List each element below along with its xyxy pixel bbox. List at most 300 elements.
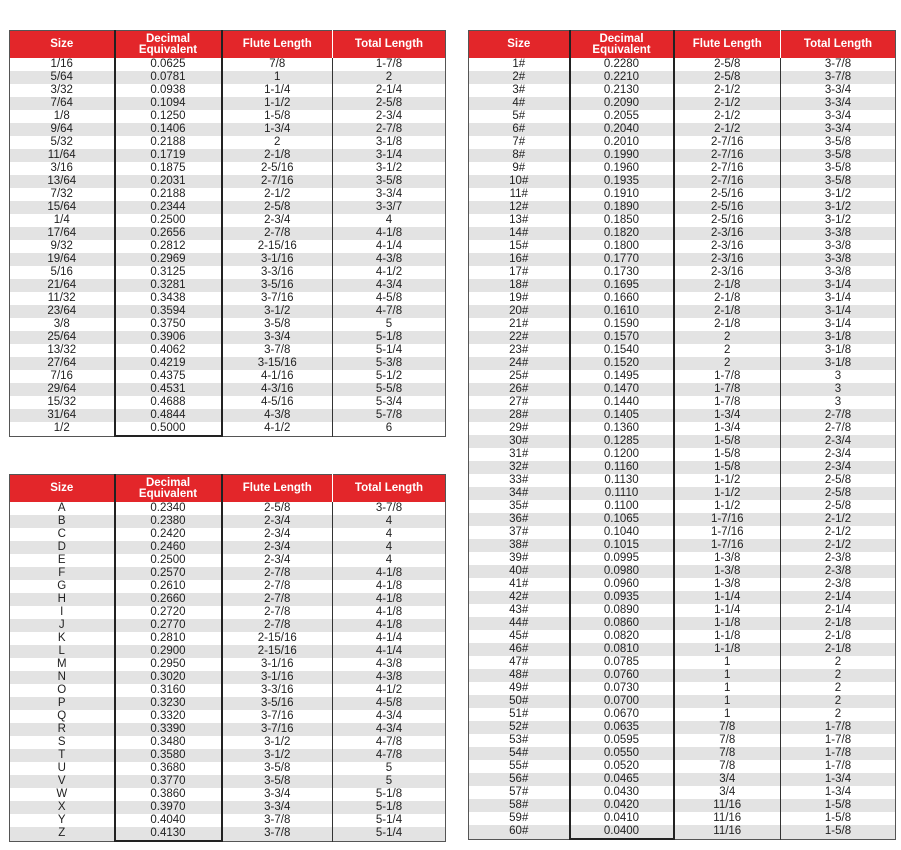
size-cell: 3/32 — [10, 84, 115, 97]
header-decimal-equivalent: Decimal Equivalent — [570, 31, 674, 59]
decimal-cell: 0.0810 — [570, 643, 674, 656]
table-row — [10, 749, 446, 762]
flute-length-cell: 1-1/2 — [222, 97, 333, 110]
flute-length-cell: 1-3/8 — [674, 552, 781, 565]
decimal-cell: 0.1130 — [570, 474, 674, 487]
decimal-cell: 0.2950 — [115, 658, 222, 671]
table-row — [469, 162, 896, 175]
table-row — [469, 305, 896, 318]
table-row — [469, 773, 896, 786]
table-row — [469, 318, 896, 331]
size-cell: 50# — [469, 695, 570, 708]
table-row — [469, 188, 896, 201]
size-cell: 24# — [469, 357, 570, 370]
flute-length-cell: 3/4 — [674, 773, 781, 786]
size-cell: 57# — [469, 786, 570, 799]
total-length-cell: 3-3/4 — [824, 110, 852, 122]
decimal-cell: 0.1960 — [570, 162, 674, 175]
flute-length-cell: 2-1/8 — [674, 305, 781, 318]
flute-length-cell: 7/8 — [674, 760, 781, 773]
flute-length-cell: 2-7/16 — [674, 149, 781, 162]
table-row — [469, 539, 896, 552]
total-length-cell: 3-7/8 — [824, 58, 852, 70]
total-length-cell: 3-3/4 — [781, 97, 896, 110]
decimal-cell: 0.3970 — [115, 801, 222, 814]
total-length-cell: 2-1/8 — [781, 643, 896, 656]
table-row — [469, 84, 896, 97]
size-cell: T — [10, 749, 115, 762]
flute-length-cell: 1 — [674, 682, 781, 695]
flute-length-cell: 4-1/16 — [222, 370, 333, 383]
size-cell: 2# — [469, 71, 570, 84]
decimal-cell: 0.0625 — [115, 58, 222, 71]
total-length-cell: 1-7/8 — [781, 747, 896, 760]
size-cell: 52# — [469, 721, 570, 734]
table-row — [10, 123, 446, 136]
flute-length-cell: 3-1/2 — [222, 736, 333, 749]
size-cell: 59# — [469, 812, 570, 825]
total-length-cell: 2-1/4 — [781, 591, 896, 604]
decimal-cell: 0.2656 — [115, 227, 222, 240]
flute-length-cell: 1-5/8 — [674, 461, 781, 474]
size-cell: 21# — [469, 318, 570, 331]
decimal-cell: 0.1820 — [570, 227, 674, 240]
table-row — [469, 227, 896, 240]
flute-length-cell: 2-7/8 — [222, 606, 333, 619]
flute-length-cell: 1-1/2 — [674, 474, 781, 487]
decimal-cell: 0.3160 — [115, 684, 222, 697]
flute-length-cell: 2-3/16 — [674, 227, 781, 240]
size-cell: 7/32 — [10, 188, 115, 201]
table-row — [10, 71, 446, 84]
flute-length-cell: 3-5/16 — [222, 697, 333, 710]
flute-length-cell: 3-7/8 — [222, 344, 333, 357]
flute-length-cell: 1 — [222, 71, 333, 84]
total-length-cell: 4-1/4 — [375, 632, 403, 644]
table-row — [469, 97, 896, 110]
total-length-cell: 1-7/8 — [824, 760, 852, 772]
flute-length-cell: 1-1/8 — [674, 643, 781, 656]
table-row — [469, 175, 896, 188]
total-length-cell: 4 — [333, 541, 446, 554]
size-cell: 1/8 — [10, 110, 115, 123]
total-length-cell: 2-3/4 — [781, 461, 896, 474]
table-row — [469, 474, 896, 487]
size-cell: 33# — [469, 474, 570, 487]
size-cell: 5/32 — [10, 136, 115, 149]
size-cell: 35# — [469, 500, 570, 513]
table-row — [10, 502, 446, 515]
decimal-cell: 0.1610 — [570, 305, 674, 318]
flute-length-cell: 7/8 — [674, 721, 781, 734]
decimal-cell: 0.1730 — [570, 266, 674, 279]
decimal-cell: 0.2040 — [570, 123, 674, 136]
table-row — [10, 175, 446, 188]
decimal-cell: 0.1850 — [570, 214, 674, 227]
size-cell: 12# — [469, 201, 570, 214]
decimal-cell: 0.0820 — [570, 630, 674, 643]
table-row — [469, 71, 896, 84]
size-cell: 51# — [469, 708, 570, 721]
decimal-cell: 0.0781 — [115, 71, 222, 84]
size-cell: L — [10, 645, 115, 658]
header-total-length: Total Length — [333, 475, 446, 503]
flute-length-cell: 2-1/2 — [674, 84, 781, 97]
table-header-row — [469, 31, 896, 59]
table-row — [469, 721, 896, 734]
size-cell: 20# — [469, 305, 570, 318]
table-row — [10, 710, 446, 723]
decimal-cell: 0.0465 — [570, 773, 674, 786]
decimal-cell: 0.2770 — [115, 619, 222, 632]
flute-length-cell: 2 — [674, 344, 781, 357]
flute-length-cell: 4-1/2 — [222, 422, 333, 436]
size-cell: 13/64 — [10, 175, 115, 188]
total-length-cell: 3 — [834, 396, 842, 408]
decimal-cell: 0.1770 — [570, 253, 674, 266]
decimal-cell: 0.1590 — [570, 318, 674, 331]
size-cell: 45# — [469, 630, 570, 643]
total-length-cell: 2 — [781, 695, 896, 708]
size-cell: 19/64 — [10, 253, 115, 266]
table-row — [10, 331, 446, 344]
flute-length-cell: 1-3/8 — [674, 565, 781, 578]
total-length-cell: 3-7/8 — [375, 502, 403, 514]
table-row — [469, 370, 896, 383]
table-row — [469, 500, 896, 513]
decimal-cell: 0.0550 — [570, 747, 674, 760]
size-cell: 56# — [469, 773, 570, 786]
decimal-cell: 0.0430 — [570, 786, 674, 799]
table-row — [469, 136, 896, 149]
decimal-cell: 0.1660 — [570, 292, 674, 305]
total-length-cell: 2-1/4 — [824, 604, 852, 616]
decimal-cell: 0.2420 — [115, 528, 222, 541]
total-length-cell: 3-7/8 — [781, 71, 896, 84]
decimal-cell: 0.0700 — [570, 695, 674, 708]
size-cell: 1# — [469, 58, 570, 71]
header-total-length: Total Length — [333, 31, 446, 59]
table-row — [469, 110, 896, 123]
size-cell: 15# — [469, 240, 570, 253]
decimal-cell: 0.0520 — [570, 760, 674, 773]
total-length-cell: 3 — [781, 383, 896, 396]
decimal-cell: 0.3390 — [115, 723, 222, 736]
table-row — [10, 136, 446, 149]
flute-length-cell: 3-3/4 — [222, 801, 333, 814]
flute-length-cell: 1 — [674, 656, 781, 669]
decimal-cell: 0.2380 — [115, 515, 222, 528]
table-row — [10, 697, 446, 710]
total-length-cell: 2-1/8 — [824, 630, 852, 642]
size-cell: 58# — [469, 799, 570, 812]
table-row — [10, 149, 446, 162]
size-cell: U — [10, 762, 115, 775]
table-row — [469, 786, 896, 799]
flute-length-cell: 2-5/8 — [674, 58, 781, 71]
flute-length-cell: 3-7/8 — [222, 814, 333, 827]
table-row — [469, 656, 896, 669]
decimal-cell: 0.2210 — [570, 71, 674, 84]
table-row — [10, 736, 446, 749]
table-row — [469, 240, 896, 253]
size-cell: 7/64 — [10, 97, 115, 110]
decimal-cell: 0.1910 — [570, 188, 674, 201]
flute-length-cell: 2-1/8 — [674, 279, 781, 292]
header-size: Size — [10, 31, 115, 59]
total-length-cell: 2-3/4 — [375, 110, 403, 122]
size-cell: M — [10, 658, 115, 671]
header-flute-length: Flute Length — [222, 31, 333, 59]
size-cell: 16# — [469, 253, 570, 266]
decimal-cell: 0.2570 — [115, 567, 222, 580]
decimal-cell: 0.1160 — [570, 461, 674, 474]
total-length-cell: 3-5/8 — [781, 175, 896, 188]
size-cell: C — [10, 528, 115, 541]
size-cell: 46# — [469, 643, 570, 656]
decimal-cell: 0.1094 — [115, 97, 222, 110]
size-cell: O — [10, 684, 115, 697]
total-length-cell: 4-1/8 — [375, 606, 403, 618]
flute-length-cell: 2-5/8 — [674, 71, 781, 84]
size-cell: Z — [10, 827, 115, 841]
decimal-cell: 0.0995 — [570, 552, 674, 565]
table-row — [10, 827, 446, 841]
size-cell: 4# — [469, 97, 570, 110]
decimal-cell: 0.2812 — [115, 240, 222, 253]
size-cell: 5/16 — [10, 266, 115, 279]
table-row — [469, 578, 896, 591]
table-row — [469, 695, 896, 708]
size-cell: 5/64 — [10, 71, 115, 84]
total-length-cell: 3-1/2 — [375, 162, 403, 174]
size-cell: 48# — [469, 669, 570, 682]
decimal-cell: 0.3580 — [115, 749, 222, 762]
size-cell: R — [10, 723, 115, 736]
header-flute-length: Flute Length — [674, 31, 781, 59]
flute-length-cell: 11/16 — [674, 812, 781, 825]
decimal-cell: 0.0730 — [570, 682, 674, 695]
flute-length-cell: 2-3/4 — [222, 515, 333, 528]
flute-length-cell: 1-1/2 — [674, 487, 781, 500]
total-length-cell: 5-1/4 — [375, 814, 403, 826]
table-row — [10, 253, 446, 266]
flute-length-cell: 1-5/8 — [222, 110, 333, 123]
table-row — [469, 422, 896, 435]
decimal-cell: 0.2090 — [570, 97, 674, 110]
flute-length-cell: 1-7/16 — [674, 539, 781, 552]
flute-length-cell: 2-3/4 — [222, 214, 333, 227]
table-row — [10, 370, 446, 383]
flute-length-cell: 1-7/16 — [674, 513, 781, 526]
size-cell: 25/64 — [10, 331, 115, 344]
table-row — [469, 825, 896, 839]
size-cell: 34# — [469, 487, 570, 500]
size-cell: 27/64 — [10, 357, 115, 370]
total-length-cell: 4-1/2 — [375, 266, 403, 278]
size-cell: 6# — [469, 123, 570, 136]
size-cell: 36# — [469, 513, 570, 526]
total-length-cell: 4-1/8 — [333, 619, 446, 632]
total-length-cell: 4-7/8 — [333, 749, 446, 762]
flute-length-cell: 3-1/16 — [222, 671, 333, 684]
total-length-cell: 3-1/4 — [781, 305, 896, 318]
table-row — [469, 643, 896, 656]
letter-size-table — [9, 474, 446, 842]
table-row — [10, 606, 446, 619]
total-length-cell: 2 — [834, 656, 842, 668]
total-length-cell: 5-1/4 — [375, 344, 403, 356]
size-cell: 13# — [469, 214, 570, 227]
table-row — [469, 344, 896, 357]
flute-length-cell: 2-15/16 — [222, 632, 333, 645]
flute-length-cell: 1-1/4 — [222, 84, 333, 97]
decimal-cell: 0.2280 — [570, 58, 674, 71]
size-cell: 3/16 — [10, 162, 115, 175]
decimal-cell: 0.2188 — [115, 136, 222, 149]
size-cell: 8# — [469, 149, 570, 162]
table-row — [469, 747, 896, 760]
size-cell: J — [10, 619, 115, 632]
flute-length-cell: 3-5/16 — [222, 279, 333, 292]
table-row — [10, 240, 446, 253]
size-cell: 30# — [469, 435, 570, 448]
total-length-cell: 3-1/2 — [824, 188, 852, 200]
size-cell: 1/4 — [10, 214, 115, 227]
total-length-cell: 4-7/8 — [333, 305, 446, 318]
size-cell: K — [10, 632, 115, 645]
flute-length-cell: 2-1/2 — [674, 97, 781, 110]
table-row — [10, 619, 446, 632]
total-length-cell: 2-3/8 — [781, 565, 896, 578]
table-row — [469, 331, 896, 344]
size-cell: 7/16 — [10, 370, 115, 383]
total-length-cell: 4 — [333, 515, 446, 528]
decimal-cell: 0.1695 — [570, 279, 674, 292]
flute-length-cell: 4-3/8 — [222, 409, 333, 422]
total-length-cell: 4-5/8 — [375, 292, 403, 304]
total-length-cell: 5-1/8 — [333, 331, 446, 344]
flute-length-cell: 2-5/16 — [674, 201, 781, 214]
total-length-cell: 4-1/8 — [333, 567, 446, 580]
flute-length-cell: 2-3/4 — [222, 528, 333, 541]
decimal-cell: 0.3680 — [115, 762, 222, 775]
table-row — [469, 799, 896, 812]
table-row — [469, 812, 896, 825]
flute-length-cell: 2-5/16 — [674, 188, 781, 201]
decimal-cell: 0.1935 — [570, 175, 674, 188]
flute-length-cell: 2-3/16 — [674, 266, 781, 279]
decimal-cell: 0.2720 — [115, 606, 222, 619]
flute-length-cell: 2-3/4 — [222, 554, 333, 567]
total-length-cell: 5-1/8 — [333, 801, 446, 814]
table-row — [469, 292, 896, 305]
total-length-cell: 3-3/8 — [824, 240, 852, 252]
table-row — [469, 487, 896, 500]
total-length-cell: 4-1/8 — [333, 593, 446, 606]
total-length-cell: 5-1/4 — [333, 827, 446, 841]
decimal-cell: 0.0670 — [570, 708, 674, 721]
number-size-table — [468, 30, 896, 840]
decimal-cell: 0.3125 — [115, 266, 222, 279]
flute-length-cell: 11/16 — [674, 799, 781, 812]
size-cell: W — [10, 788, 115, 801]
size-cell: A — [10, 502, 115, 515]
flute-length-cell: 2-7/16 — [674, 175, 781, 188]
decimal-cell: 0.3480 — [115, 736, 222, 749]
size-cell: E — [10, 554, 115, 567]
decimal-cell: 0.4219 — [115, 357, 222, 370]
table-row — [469, 617, 896, 630]
total-length-cell: 3-1/2 — [781, 201, 896, 214]
table-row — [10, 344, 446, 357]
size-cell: 26# — [469, 383, 570, 396]
decimal-cell: 0.1250 — [115, 110, 222, 123]
total-length-cell: 2 — [333, 71, 446, 84]
flute-length-cell: 3/4 — [674, 786, 781, 799]
table-row — [10, 528, 446, 541]
total-length-cell: 4-3/4 — [375, 710, 403, 722]
size-cell: 29# — [469, 422, 570, 435]
decimal-cell: 0.3438 — [115, 292, 222, 305]
flute-length-cell: 3-7/16 — [222, 723, 333, 736]
table-header-row — [10, 475, 446, 503]
total-length-cell: 3-1/4 — [781, 279, 896, 292]
flute-length-cell: 3-1/16 — [222, 253, 333, 266]
size-cell: 17/64 — [10, 227, 115, 240]
decimal-cell: 0.1520 — [570, 357, 674, 370]
decimal-cell: 0.1040 — [570, 526, 674, 539]
table-row — [469, 58, 896, 71]
decimal-cell: 0.4844 — [115, 409, 222, 422]
size-cell: 39# — [469, 552, 570, 565]
table-row — [10, 814, 446, 827]
size-cell: 19# — [469, 292, 570, 305]
total-length-cell: 3-1/8 — [781, 357, 896, 370]
flute-length-cell: 2-15/16 — [222, 240, 333, 253]
table-row — [469, 279, 896, 292]
decimal-cell: 0.2130 — [570, 84, 674, 97]
decimal-cell: 0.2340 — [115, 502, 222, 515]
size-cell: 9/32 — [10, 240, 115, 253]
flute-length-cell: 3-1/16 — [222, 658, 333, 671]
header-decimal-equivalent: Decimal Equivalent — [115, 31, 222, 59]
size-cell: P — [10, 697, 115, 710]
total-length-cell: 2-7/8 — [333, 123, 446, 136]
total-length-cell: 1-5/8 — [824, 812, 852, 824]
decimal-cell: 0.4688 — [115, 396, 222, 409]
decimal-cell: 0.1405 — [570, 409, 674, 422]
size-cell: 27# — [469, 396, 570, 409]
table-row — [469, 591, 896, 604]
size-cell: 28# — [469, 409, 570, 422]
decimal-cell: 0.3020 — [115, 671, 222, 684]
flute-length-cell: 1-3/4 — [674, 409, 781, 422]
flute-length-cell: 1-7/16 — [674, 526, 781, 539]
flute-length-cell: 2-7/16 — [674, 162, 781, 175]
decimal-cell: 0.1875 — [115, 162, 222, 175]
flute-length-cell: 2 — [222, 136, 333, 149]
decimal-cell: 0.0960 — [570, 578, 674, 591]
total-length-cell: 3-1/8 — [824, 344, 852, 356]
size-cell: 3/8 — [10, 318, 115, 331]
flute-length-cell: 2-1/8 — [222, 149, 333, 162]
decimal-cell: 0.2460 — [115, 541, 222, 554]
decimal-cell: 0.0400 — [570, 825, 674, 839]
flute-length-cell: 1-5/8 — [674, 448, 781, 461]
table-row — [10, 292, 446, 305]
header-size: Size — [469, 31, 570, 59]
